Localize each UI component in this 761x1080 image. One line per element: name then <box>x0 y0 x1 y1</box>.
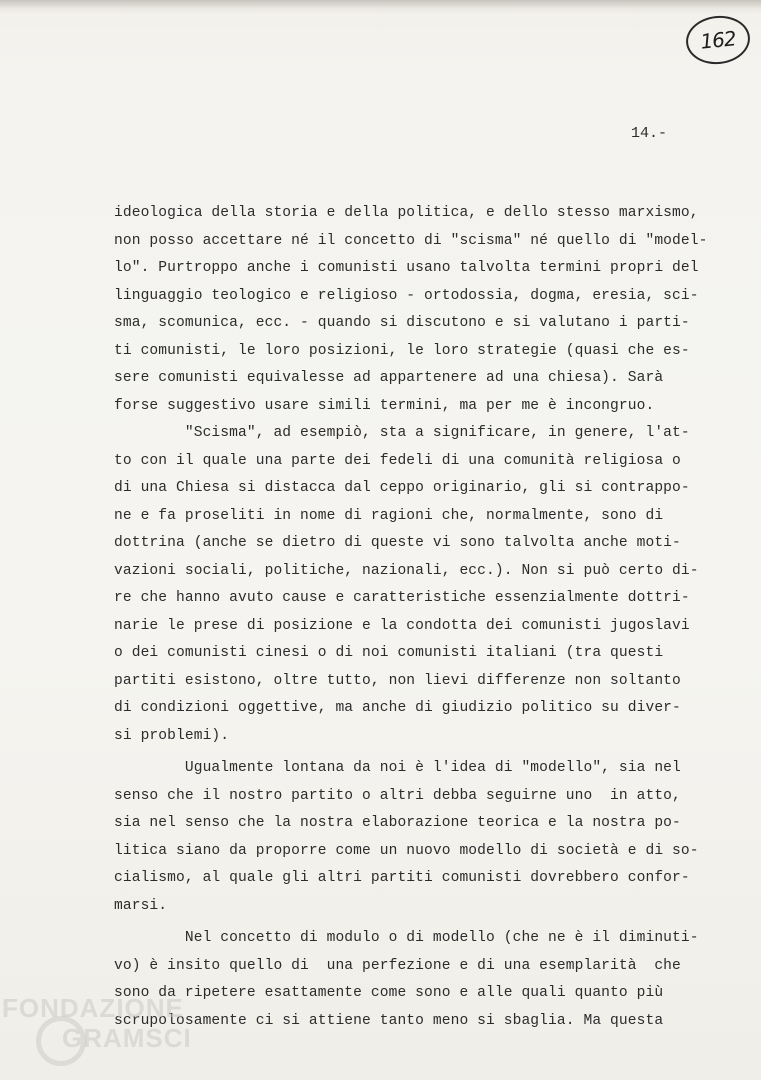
text-line: si problemi). <box>114 727 230 744</box>
text-line: ne e fa proseliti in nome di ragioni che, normalmente, sono di <box>114 507 664 524</box>
text-line: Ugualmente lontana da noi è l'idea di "modello", sia nel <box>114 760 681 776</box>
text-line: linguaggio teologico e religioso - ortodossia, dogma, eresia, sci- <box>114 287 699 304</box>
archive-number-stamp <box>684 13 753 67</box>
text-line: lo". Purtroppo anche i comunisti usano talvolta termini propri del <box>114 260 699 276</box>
text-line: Nel concetto di modulo o di modello (che ne è il diminuti- <box>114 930 699 946</box>
text-line: cialismo, al quale gli altri partiti comunisti dovrebbero confor- <box>114 870 690 886</box>
text-line: litica siano da proporre come un nuovo modello di società e di so- <box>114 842 699 859</box>
text-line: narie le prese di posizione e la condotta dei comunisti jugoslavi <box>114 617 690 634</box>
watermark-line-2: GRAMSCI <box>62 1023 192 1053</box>
text-line: forse suggestivo usare simili termini, ma per me è incongruo. <box>114 397 655 414</box>
text-line: di condizioni oggettive, ma anche di giudizio politico su diver- <box>114 700 681 716</box>
text-line: marsi. <box>114 897 168 914</box>
typed-text-body <box>114 200 724 1035</box>
text-line: sono da ripetere esattamente come sono e alle quali quanto più <box>114 985 664 1001</box>
text-line: o dei comunisti cinesi o di noi comunisti italiani (tra questi <box>114 645 664 661</box>
text-line: re che hanno avuto cause e caratteristiche essenzialmente dottri- <box>114 590 690 606</box>
archive-watermark <box>2 990 222 1070</box>
scan-edge-shadow <box>0 0 761 14</box>
text-line: ti comunisti, le loro posizioni, le loro strategie (quasi che es- <box>114 342 690 359</box>
text-line: vo) è insito quello di una perfezione e di una esemplarità che <box>114 957 681 974</box>
text-line: scrupolosamente ci si attiene tanto meno si sbaglia. Ma questa <box>114 1012 664 1029</box>
page-number: 14.- <box>631 125 668 142</box>
text-line: sia nel senso che la nostra elaborazione teorica e la nostra po- <box>114 815 681 831</box>
text-line: partiti esistono, oltre tutto, non lievi differenze non soltanto <box>114 672 681 689</box>
text-line: dottrina (anche se dietro di queste vi sono talvolta anche moti- <box>114 535 681 551</box>
text-line: sma, scomunica, ecc. - quando si discutono e si valutano i parti- <box>114 315 690 331</box>
text-line: di una Chiesa si distacca dal ceppo originario, gli si contrappo- <box>114 480 690 496</box>
text-line: "Scisma", ad esempiò, sta a significare, in genere, l'at- <box>114 425 690 441</box>
archive-number-text: 162 <box>699 26 737 54</box>
watermark-line-1: FONDAZIONE <box>2 993 184 1023</box>
text-line: to con il quale una parte dei fedeli di una comunità religiosa o <box>114 452 681 469</box>
text-line: senso che il nostro partito o altri debba seguirne uno in atto, <box>114 787 681 804</box>
text-line: ideologica della storia e della politica, e dello stesso marxismo, <box>114 205 699 221</box>
text-line: sere comunisti equivalesse ad appartenere ad una chiesa). Sarà <box>114 370 664 386</box>
text-line: vazioni sociali, politiche, nazionali, ecc.). Non si può certo di- <box>114 562 699 579</box>
text-line: non posso accettare né il concetto di "scisma" né quello di "model- <box>114 232 708 249</box>
